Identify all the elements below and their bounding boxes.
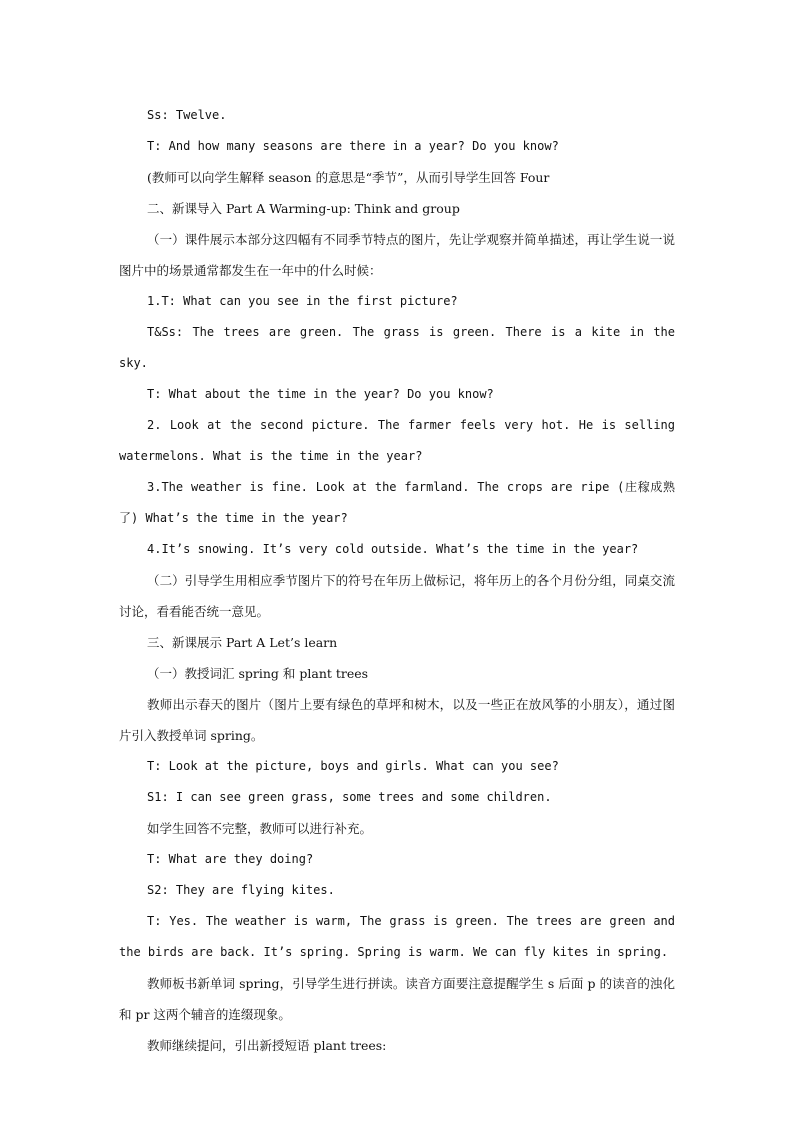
paragraph-23: 教师继续提问，引出新授短语 plant trees: bbox=[147, 1038, 387, 1053]
paragraph-22: 教师板书新单词 spring，引导学生进行拼读。读音方面要注意提醒学生 s 后面 p 的读音的浊化和 pr 这两个辅音的连缀现象。 bbox=[119, 976, 675, 1022]
section-heading-3: 三、新课展示 Part A Let’s learn bbox=[147, 635, 338, 650]
paragraph-2: T: And how many seasons are there in a year? Do you know? bbox=[147, 139, 559, 153]
paragraph-20: S2: They are flying kites. bbox=[147, 883, 335, 897]
paragraph-18: 如学生回答不完整，教师可以进行补充。 bbox=[147, 821, 373, 836]
paragraph-5: （一）课件展示本部分这四幅有不同季节特点的图片，先让学观察并简单描述，再让学生说一说图片中的场景通常都发生在一年中的什么时候： bbox=[119, 232, 675, 278]
paragraph-1: Ss: Twelve. bbox=[147, 108, 227, 122]
paragraph-11: 4.It’s snowing. It’s very cold outside. What’s the time in the year? bbox=[147, 542, 639, 556]
paragraph-3: (教师可以向学生解释 season 的意思是“季节”，从而引导学生回答 Four bbox=[147, 170, 550, 185]
paragraph-8: T: What about the time in the year? Do you know? bbox=[147, 387, 494, 401]
paragraph-10: 3.The weather is fine. Look at the farmland. The crops are ripe (庄稼成熟了) What’s the time in the year? bbox=[119, 480, 675, 525]
section-heading-2: 二、新课导入 Part A Warming-up: Think and group bbox=[147, 201, 460, 216]
paragraph-6: 1.T: What can you see in the first picture? bbox=[147, 294, 458, 308]
paragraph-9: 2. Look at the second picture. The farmer feels very hot. He is selling watermelons. What is the time in the year? bbox=[119, 418, 675, 463]
paragraph-7: T&Ss: The trees are green. The grass is green. There is a kite in the sky. bbox=[119, 325, 675, 370]
subsection-heading-1: （一）教授词汇 spring 和 plant trees bbox=[147, 666, 369, 681]
paragraph-12: （二）引导学生用相应季节图片下的符号在年历上做标记，将年历上的各个月份分组，同桌交流讨论，看看能否统一意见。 bbox=[119, 573, 675, 619]
paragraph-15: 教师出示春天的图片（图片上要有绿色的草坪和树木，以及一些正在放风筝的小朋友），通过图片引入教授单词 spring。 bbox=[119, 697, 675, 743]
paragraph-16: T: Look at the picture, boys and girls. What can you see? bbox=[147, 759, 559, 773]
paragraph-17: S1: I can see green grass, some trees and some children. bbox=[147, 790, 552, 804]
document-page bbox=[119, 100, 675, 1061]
paragraph-21: T: Yes. The weather is warm, The grass is green. The trees are green and the birds are back. It’s spring. Spring is warm. We can fly kites in spring. bbox=[119, 914, 675, 959]
paragraph-19: T: What are they doing? bbox=[147, 852, 314, 866]
